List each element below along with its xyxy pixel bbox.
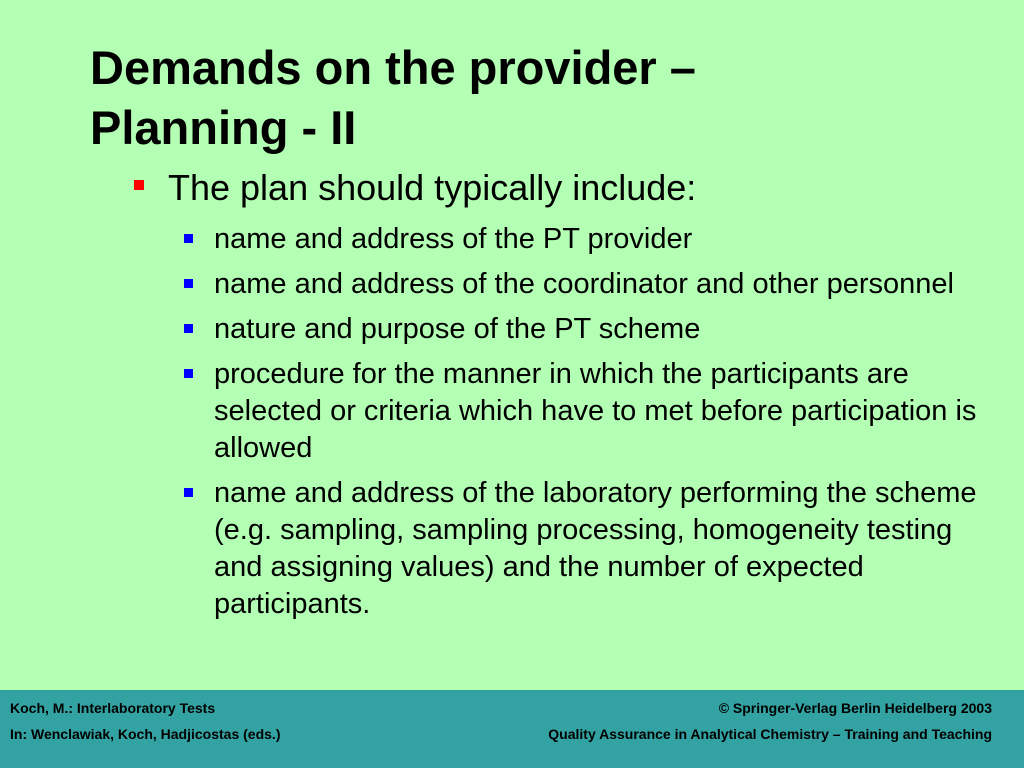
red-square-bullet-icon (134, 180, 144, 190)
sub-bullet-text: nature and purpose of the PT scheme (214, 313, 701, 345)
sub-bullet-text: name and address of the PT provider (214, 223, 693, 255)
sub-bullet-item (214, 475, 984, 623)
footer-book-title: Quality Assurance in Analytical Chemistry – Training and Teaching (548, 726, 992, 742)
sub-bullet-item (214, 311, 984, 348)
footer-band (0, 690, 1024, 768)
title-line-2: Planning - II (90, 101, 357, 154)
sub-bullet-item (214, 221, 984, 258)
footer-editors: In: Wenclawiak, Koch, Hadjicostas (eds.) (10, 726, 281, 742)
footer-copyright: © Springer-Verlag Berlin Heidelberg 2003 (718, 700, 992, 716)
footer-author: Koch, M.: Interlaboratory Tests (10, 700, 216, 716)
main-bullet-point (168, 165, 988, 211)
blue-square-bullet-icon (184, 279, 193, 288)
sub-bullet-item (214, 356, 984, 467)
blue-square-bullet-icon (184, 234, 193, 243)
main-bullet-text: The plan should typically include: (168, 167, 697, 208)
sub-bullet-list (214, 221, 984, 631)
title-line-1: Demands on the provider – (90, 41, 696, 94)
sub-bullet-text: name and address of the coordinator and other personnel (214, 268, 954, 300)
sub-bullet-item (214, 266, 984, 303)
slide-title (90, 38, 990, 158)
sub-bullet-text: name and address of the laboratory performing the scheme (e.g. sampling, sampling processing, homogeneity testing and assigning values) and the number of expected participants. (214, 477, 977, 620)
blue-square-bullet-icon (184, 324, 193, 333)
blue-square-bullet-icon (184, 488, 193, 497)
blue-square-bullet-icon (184, 369, 193, 378)
sub-bullet-text: procedure for the manner in which the participants are selected or criteria which have to met before participation is allowed (214, 358, 977, 464)
